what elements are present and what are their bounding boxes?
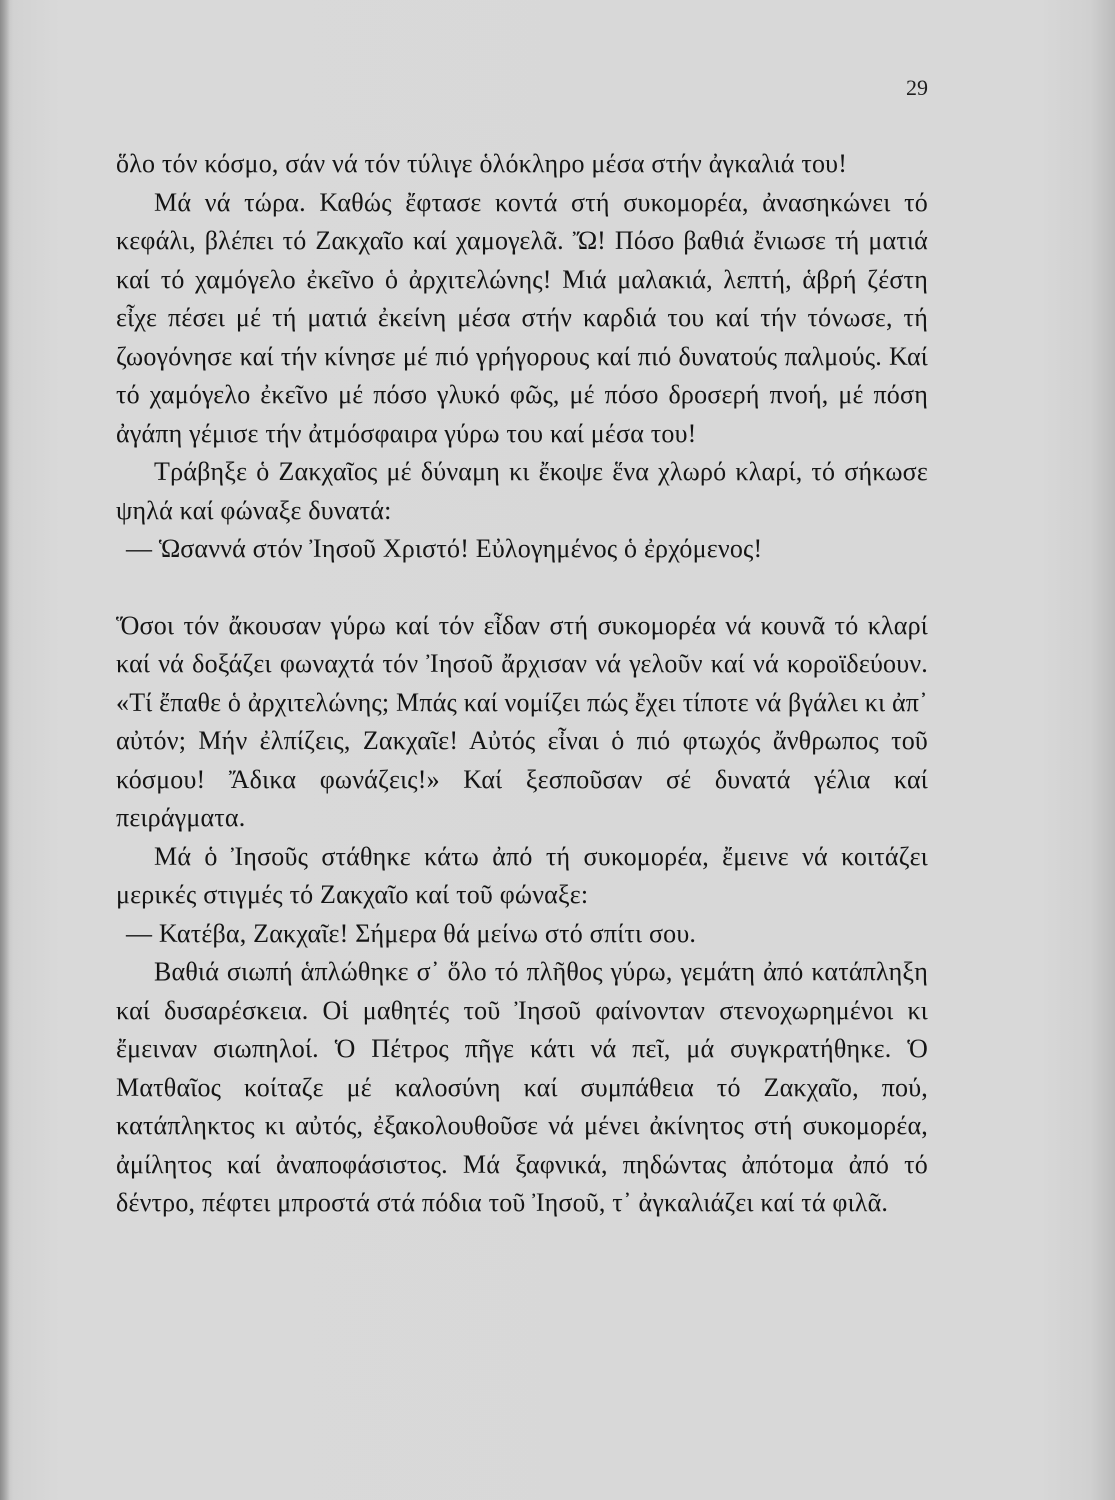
paragraph-1: ὅλο τόν κόσμο, σάν νά τόν τύλιγε ὁλόκληρο μέσα στήν ἀγκαλιά του! (116, 149, 848, 178)
body-text (116, 145, 928, 1223)
binding-shadow (0, 0, 10, 1500)
dialogue-line-2: — Κατέβα, Ζακχαῖε! Σήμερα θά μείνω στό σπίτι σου. (126, 918, 697, 948)
page-number: 29 (906, 75, 928, 100)
paragraph-6: Μά ὁ Ἰησοῦς στάθηκε κάτω ἀπό τή συκομορέα, ἔμεινε νά κοιτάζει μερικές στιγμές τό Ζακχαῖο καί τοῦ φώναξε: (116, 841, 928, 909)
paragraph-2: Μά νά τώρα. Καθώς ἔφτασε κοντά στή συκομορέα, ἀνασηκώνει τό κεφάλι, βλέπει τό Ζακχαῖο καί χαμογελᾶ. Ὤ! Πόσο βαθιά ἔνιωσε τή ματιά καί τό χαμόγελο ἐκεῖνο ὁ ἀρχιτελώνης! Μιά μαλακιά, λεπτή, ἁβρή ζέστη εἶχε πέσει μέ τή ματιά ἐκείνη μέσα στήν καρδιά του καί τήν τόνωσε, τή ζωογόνησε καί τήν κίνησε μέ πιό γρήγορους καί πιό δυνατούς παλμούς. Καί τό χαμόγελο ἐκεῖνο μέ πόσο γλυκό φῶς, μέ πόσο δροσερή πνοή, μέ πόση ἀγάπη γέμισε τήν ἀτμόσφαιρα γύρω του καί μέσα του! (116, 187, 928, 448)
paragraph-3: Τράβηξε ὁ Ζακχαῖος μέ δύναμη κι ἔκοψε ἕνα χλωρό κλαρί, τό σήκωσε ψηλά καί φώναξε δυνατά: (116, 457, 928, 525)
dialogue-line-1: — Ὡσαννά στόν Ἰησοῦ Χριστό! Εὐλογημένος ὁ ἐρχόμενος! (126, 534, 763, 563)
paragraph-5: Ὅσοι τόν ἄκουσαν γύρω καί τόν εἶδαν στή συκομορέα νά κουνᾶ τό κλαρί καί νά δοξάζει φωναχτά τόν Ἰησοῦ ἄρχισαν νά γελοῦν καί νά κοροϊδεύουν. «Τί ἔπαθε ὁ ἀρχιτελώνης; Μπάς καί νομίζει πώς ἔχει τίποτε νά βγάλει κι ἀπ᾿ αὐτόν; Μήν ἐλπίζεις, Ζακχαῖε! Αὐτός εἶναι ὁ πιό φτωχός ἄνθρωπος τοῦ κόσμου! Ἄδικα φωνάζεις!» Καί ξεσποῦσαν σέ δυνατά γέλια καί πειράγματα. (116, 610, 928, 832)
section-break (116, 569, 928, 607)
paragraph-8: Βαθιά σιωπή ἁπλώθηκε σ᾿ ὅλο τό πλῆθος γύρω, γεμάτη ἀπό κατάπληξη καί δυσαρέσκεια. Οἱ μαθητές τοῦ Ἰησοῦ φαίνονταν στενοχωρημένοι κι ἔμειναν σιωπηλοί. Ὁ Πέτρος πῆγε κάτι νά πεῖ, μά συγκρατήθηκε. Ὁ Ματθαῖος κοίταζε μέ καλοσύνη καί συμπάθεια τό Ζακχαῖο, πού, κατάπληκτος κι αὐτός, ἐξακολουθοῦσε νά μένει ἀκίνητος στή συκομορέα, ἀμίλητος καί ἀναποφάσιστος. Μά ξαφνικά, πηδώντας ἀπότομα ἀπό τό δέντρο, πέφτει μπροστά στά πόδια τοῦ Ἰησοῦ, τ᾿ ἀγκαλιάζει καί τά φιλᾶ. (116, 957, 928, 1217)
